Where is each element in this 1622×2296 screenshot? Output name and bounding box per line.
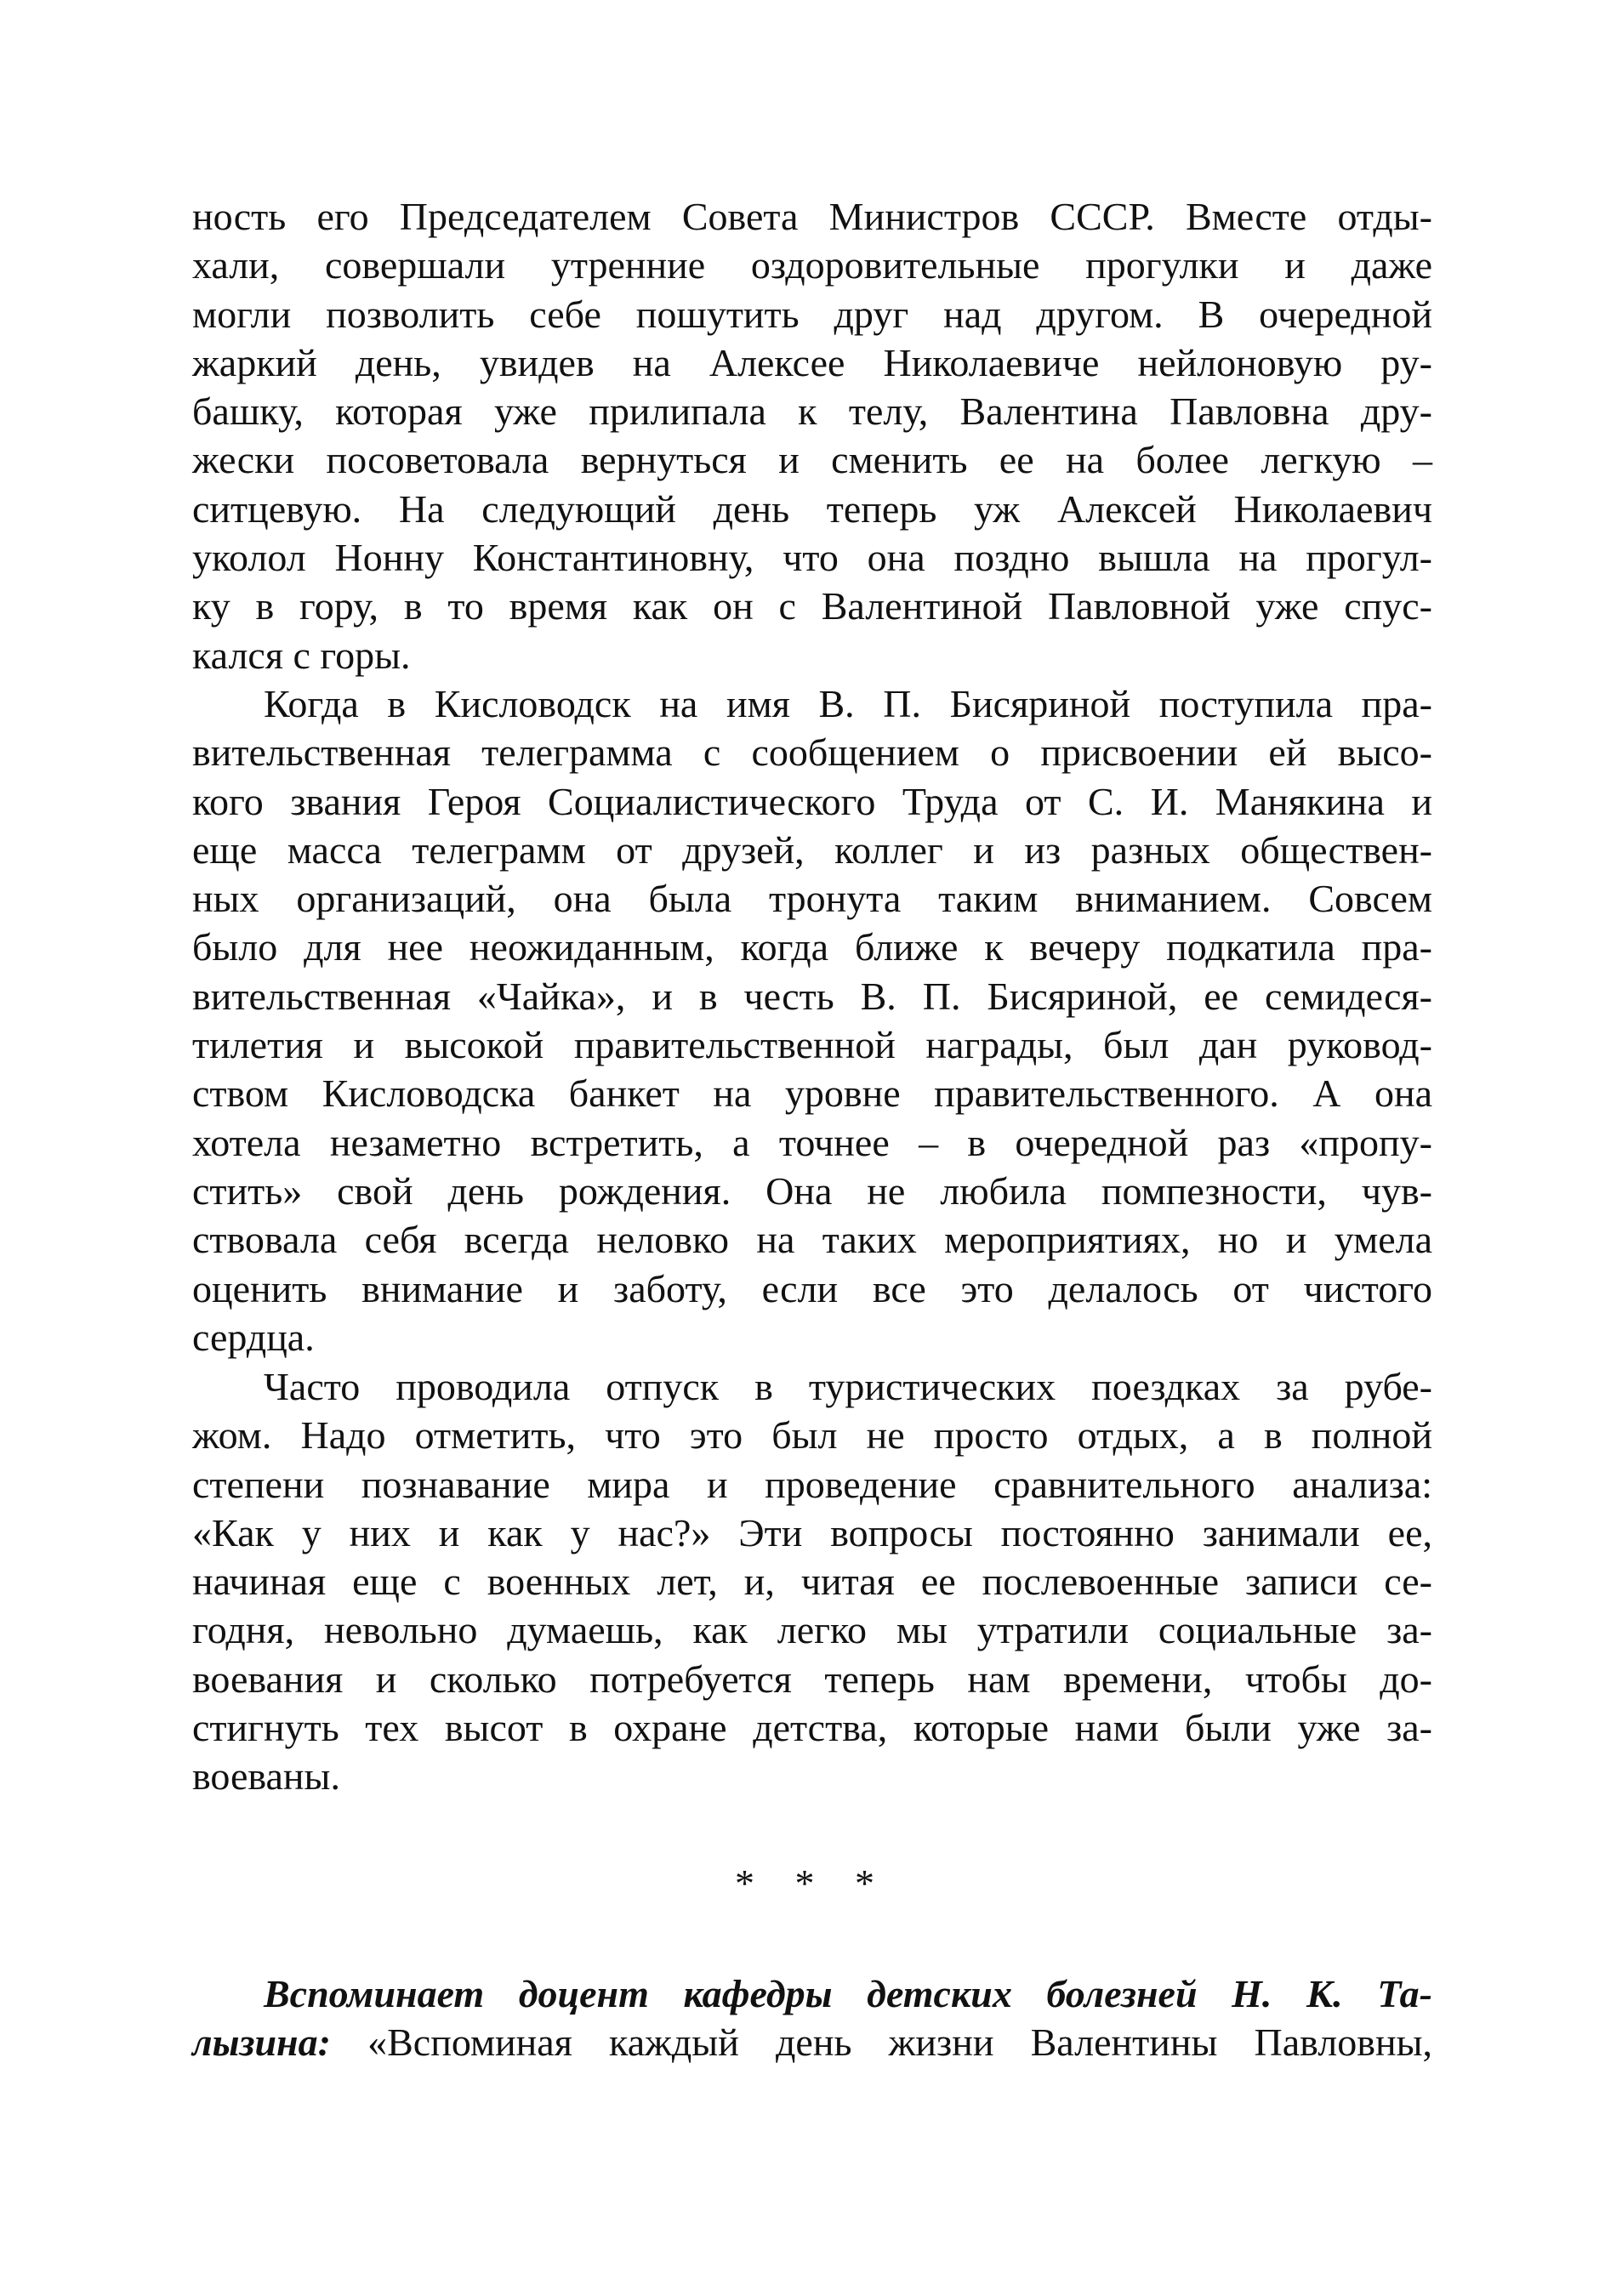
section-separator: * * * xyxy=(735,1861,890,1905)
text-line xyxy=(192,2018,1432,2066)
quote-start: «Вспоминая каждый день жизни Валентины Павловны, xyxy=(330,2020,1432,2065)
text-line: тилетия и высокой правительственной награды, был дан руковод- xyxy=(192,1023,1432,1067)
text-line xyxy=(192,1969,1432,2018)
text-line: ку в гору, в то время как он с Валентиной Павловной уже спус- xyxy=(192,584,1432,628)
text-line: жески посоветовала вернуться и сменить ее на более легкую – xyxy=(192,438,1432,482)
paragraph-4 xyxy=(192,1969,1432,2067)
text-line: ством Кисловодска банкет на уровне правительственного. А она xyxy=(192,1071,1432,1116)
text-line: степени познавание мира и проведение сравнительного анализа: xyxy=(192,1462,1432,1506)
text-line: вительственная телеграмма с сообщением о присвоении ей высо- xyxy=(192,730,1432,775)
text-line: годня, невольно думаешь, как легко мы утратили социальные за- xyxy=(192,1608,1432,1652)
text-line: «Как у них и как у нас?» Эти вопросы постоянно занимали ее, xyxy=(192,1510,1432,1554)
speaker-name: лызина: xyxy=(192,2020,331,2065)
text-line: стить» свой день рождения. Она не любила помпезности, чув- xyxy=(192,1168,1432,1213)
text-line: ность его Председателем Совета Министров СССР. Вместе отды- xyxy=(192,195,1432,238)
text-line: хали, совершали утренние оздоровительные прогулки и даже xyxy=(192,243,1432,287)
text-line: жаркий день, увидев на Алексее Николаевиче нейлоновую ру- xyxy=(192,340,1432,384)
paragraph-2 xyxy=(192,679,1432,1361)
text-line: вительственная «Чайка», и в честь В. П. Бисяриной, ее семидеся- xyxy=(192,974,1432,1018)
text-line: было для нее неожиданным, когда ближе к вечеру подкатила пра- xyxy=(192,925,1432,969)
text-line: воевания и сколько потребуется теперь нам времени, чтобы до- xyxy=(192,1657,1432,1701)
text-line: ствовала себя всегда неловко на таких мероприятиях, но и умела xyxy=(192,1218,1432,1262)
paragraph-3 xyxy=(192,1362,1432,1801)
text-line: уколол Нонну Константиновну, что она поздно вышла на прогул- xyxy=(192,536,1432,580)
text-line: жом. Надо отметить, что это был не просто отдых, а в полной xyxy=(192,1413,1432,1458)
text-line: кался с горы. xyxy=(192,633,411,677)
text-line: Часто проводила отпуск в туристических поездках за рубе- xyxy=(264,1365,1432,1408)
text-line: стигнуть тех высот в охране детства, которые нами были уже за- xyxy=(192,1706,1432,1750)
text-line: кого звания Героя Социалистического Труда от С. И. Манякина и xyxy=(192,779,1432,823)
paragraph-1 xyxy=(192,192,1432,679)
text-line: хотела незаметно встретить, а точнее – в очередной раз «пропу- xyxy=(192,1120,1432,1164)
speaker-intro: Вспоминает доцент кафедры детских болезней Н. К. Та- xyxy=(264,1972,1432,2015)
text-line: Когда в Кисловодск на имя В. П. Бисяриной поступила пра- xyxy=(264,682,1432,725)
text-line: ситцевую. На следующий день теперь уж Алексей Николаевич xyxy=(192,486,1432,531)
text-line: могли позволить себе пошутить друг над другом. В очередной xyxy=(192,292,1432,336)
text-line: начиная еще с военных лет, и, читая ее послевоенные записи се- xyxy=(192,1560,1432,1604)
text-line: воеваны. xyxy=(192,1754,340,1799)
text-line: башку, которая уже прилипала к телу, Валентина Павловна дру- xyxy=(192,389,1432,434)
text-line: ных организаций, она была тронута таким вниманием. Совсем xyxy=(192,877,1432,921)
text-line: еще масса телеграмм от друзей, коллег и из разных обществен- xyxy=(192,827,1432,872)
text-line: сердца. xyxy=(192,1315,315,1359)
text-line: оценить внимание и заботу, если все это делалось от чистого xyxy=(192,1266,1432,1310)
